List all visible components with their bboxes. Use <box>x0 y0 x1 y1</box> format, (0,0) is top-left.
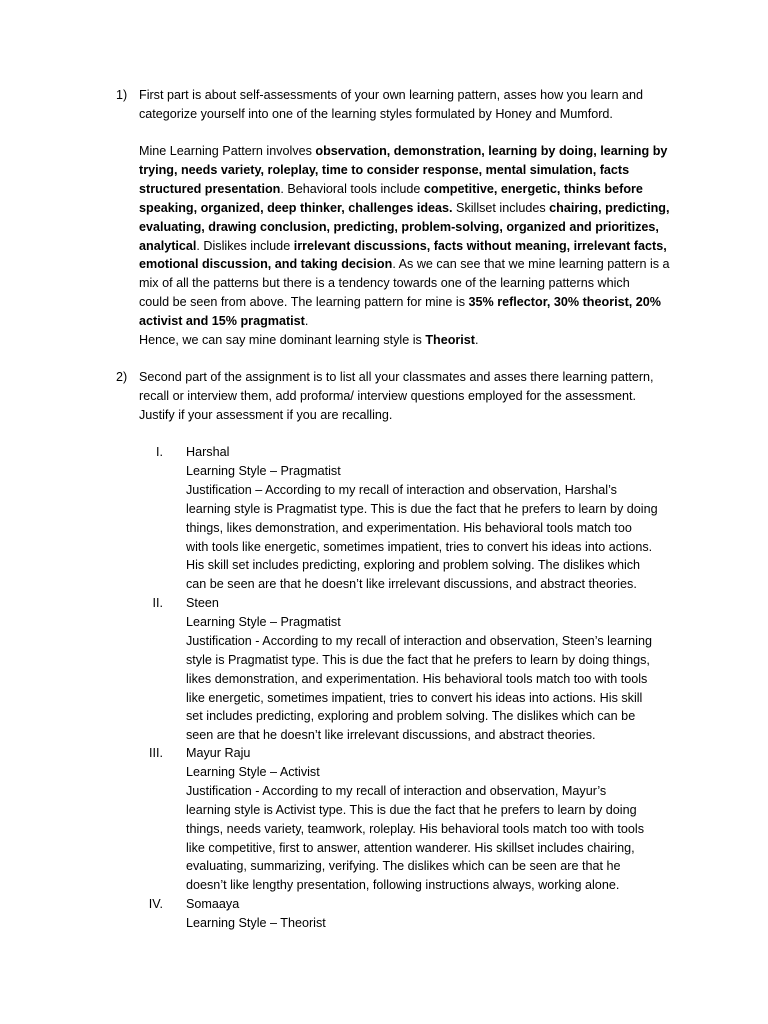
item1-intro-line: First part is about self-assessments of your own learning pattern, asses how you learn and <box>139 88 644 102</box>
text-run: Skillset includes <box>452 200 550 215</box>
justification-line: His skill set includes predicting, exploring and problem solving. The dislikes which <box>186 558 641 573</box>
justification-line: likes demonstration, and experimentation. His behavioral tools match too with tools <box>186 671 648 686</box>
justification-line: learning style is Activist type. This is due the fact that he prefers to learn by doing <box>186 802 637 817</box>
roman-numeral-4: IV. <box>148 897 163 911</box>
classmate-name: Harshal <box>186 445 230 459</box>
item2-intro-line: recall or interview them, add proforma/ interview questions employed for the assessment. <box>139 388 636 403</box>
classmate-entry-harshal <box>186 443 658 594</box>
pattern-line <box>139 218 670 237</box>
justification-line: learning style is Pragmatist type. This is due the fact that he prefers to learn by doing <box>186 501 658 516</box>
classmate-entry-steen <box>186 594 652 745</box>
classmate-learning-style: Learning Style – Activist <box>186 764 320 779</box>
pattern-line <box>139 274 670 293</box>
justification-line: things, needs variety, teamwork, roleplay. His behavioral tools match too with tools <box>186 821 645 836</box>
classmate-name: Steen <box>186 596 219 610</box>
justification-line: set includes predicting, exploring and problem solving. The dislikes which can be <box>186 709 636 724</box>
pattern-line <box>139 199 670 218</box>
text-run: mix of all the patterns but there is a tendency towards one of the learning patterns which <box>139 276 630 291</box>
justification-line: Justification - According to my recall of interaction and observation, Steen’s learning <box>186 633 652 648</box>
justification-line: seen are that he doesn’t like irrelevant discussions, and abstract theories. <box>186 728 596 743</box>
list-number-2: 2) <box>116 370 128 384</box>
pattern-line <box>139 255 670 274</box>
bold-text-run: chairing, predicting, <box>549 200 670 215</box>
justification-line: Justification – According to my recall of interaction and observation, Harshal’s <box>186 482 617 497</box>
pattern-line <box>139 161 670 180</box>
justification-line: with tools like energetic, sometimes impatient, tries to convert his ideas into actions. <box>186 539 653 554</box>
justification-line: can be seen are that he doesn’t like irrelevant discussions, and abstract theories. <box>186 577 637 592</box>
bold-text-run: activist and 15% pragmatist <box>139 314 305 329</box>
text-run: Hence, we can say mine dominant learning style is <box>139 333 426 348</box>
justification-line: like energetic, sometimes impatient, tries to convert his ideas into actions. His skill <box>186 690 643 705</box>
justification-line: doesn’t like lengthy presentation, following instructions always, working alone. <box>186 878 620 893</box>
bold-text-run: 35% reflector, 30% theorist, 20% <box>468 295 661 310</box>
pattern-line <box>139 312 670 331</box>
roman-numeral-2: II. <box>152 596 163 610</box>
pattern-line <box>139 331 670 350</box>
item2-intro <box>139 368 654 425</box>
bold-text-run: irrelevant discussions, facts without meaning, irrelevant facts, <box>293 238 667 253</box>
pattern-line <box>139 142 670 161</box>
roman-numeral-3: III. <box>149 746 163 760</box>
classmate-entry-somaaya <box>186 895 326 933</box>
roman-numeral-1: I. <box>156 445 163 459</box>
text-run: . <box>304 314 309 329</box>
bold-text-run: observation, demonstration, learning by doing, learning by <box>315 144 668 158</box>
bold-text-run: Theorist <box>425 333 475 348</box>
learning-pattern-paragraph <box>139 142 670 350</box>
bold-text-run: competitive, energetic, thinks before <box>423 181 643 196</box>
bold-text-run: speaking, organized, deep thinker, challenges ideas. <box>139 200 453 215</box>
item2-intro-line: Justify if your assessment if you are recalling. <box>139 407 393 422</box>
text-run: . <box>475 333 479 348</box>
pattern-line <box>139 180 670 199</box>
text-run: . As we can see that we mine learning pattern is a <box>392 257 670 272</box>
bold-text-run: structured presentation <box>139 181 281 196</box>
text-run: could be seen from above. The learning pattern for mine is <box>139 295 469 310</box>
classmate-entry-mayur-raju <box>186 744 644 895</box>
classmate-learning-style: Learning Style – Pragmatist <box>186 614 341 629</box>
pattern-line <box>139 237 670 256</box>
text-run: . Behavioral tools include <box>280 181 424 196</box>
justification-line: style is Pragmatist type. This is due the fact that he prefers to learn by doing things, <box>186 652 650 667</box>
list-number-1: 1) <box>116 88 128 102</box>
classmate-learning-style: Learning Style – Theorist <box>186 915 326 930</box>
classmate-name: Somaaya <box>186 897 240 911</box>
item1-intro <box>139 86 643 124</box>
classmate-name: Mayur Raju <box>186 746 251 760</box>
text-run: Mine Learning Pattern involves <box>139 144 316 158</box>
item2-intro-line: Second part of the assignment is to list all your classmates and asses there learning pattern, <box>139 370 654 384</box>
text-run: . Dislikes include <box>196 238 294 253</box>
justification-line: like competitive, first to answer, attention wanderer. His skillset includes chairing, <box>186 840 635 855</box>
item1-intro-line: categorize yourself into one of the learning styles formulated by Honey and Mumford. <box>139 106 613 121</box>
pattern-line <box>139 293 670 312</box>
justification-line: things, likes demonstration, and experimentation. His behavioral tools match too <box>186 520 632 535</box>
bold-text-run: analytical <box>139 238 197 253</box>
bold-text-run: emotional discussion, and taking decision <box>139 257 393 272</box>
justification-line: Justification - According to my recall of interaction and observation, Mayur’s <box>186 783 607 798</box>
justification-line: evaluating, summarizing, verifying. The dislikes which can be seen are that he <box>186 859 621 874</box>
classmate-learning-style: Learning Style – Pragmatist <box>186 463 341 478</box>
bold-text-run: evaluating, drawing conclusion, predicting, problem-solving, organized and prioritizes, <box>139 219 659 234</box>
bold-text-run: trying, needs variety, roleplay, time to consider response, mental simulation, facts <box>139 162 630 177</box>
